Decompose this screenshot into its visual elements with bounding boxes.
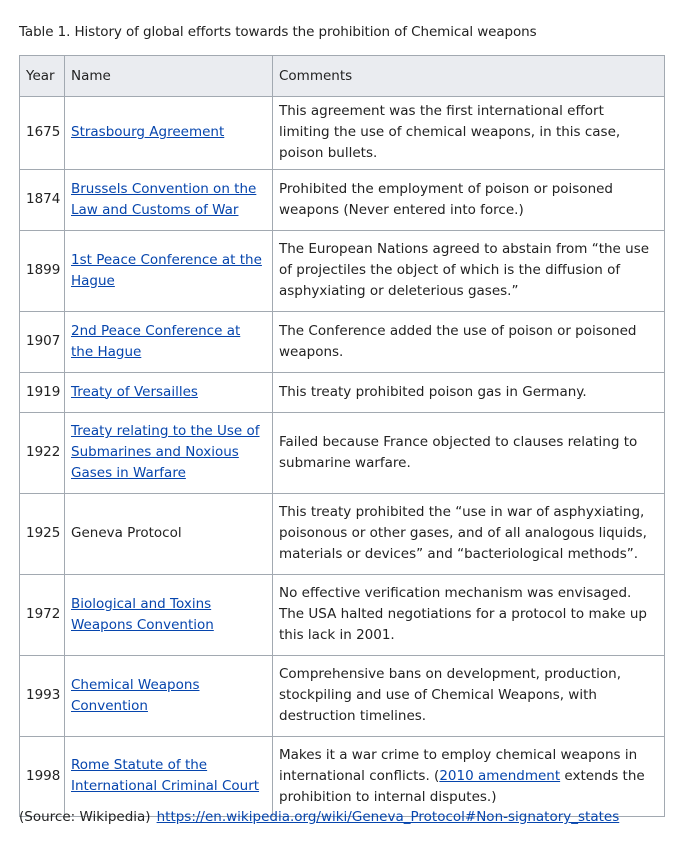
table-row <box>20 494 665 575</box>
cell-year: 1925 <box>20 494 65 575</box>
table-caption: Table 1. History of global efforts towards the prohibition of Chemical weapons <box>19 24 537 40</box>
table-row <box>20 231 665 312</box>
cell-year: 1899 <box>20 231 65 312</box>
rome-statute-link[interactable]: Rome Statute of the International Criminal Court <box>71 757 260 794</box>
cell-comment: Comprehensive bans on development, production, stockpiling and use of Chemical Weapons, with destruction timelines. <box>273 656 665 737</box>
chemical-weapons-history-table <box>19 55 665 817</box>
strasbourg-agreement-link[interactable]: Strasbourg Agreement <box>71 124 225 140</box>
submarines-gases-treaty-link[interactable]: Treaty relating to the Use of Submarines and Noxious Gases in Warfare <box>71 423 260 481</box>
cell-name: Geneva Protocol <box>65 494 273 575</box>
source-label: (Source: Wikipedia) <box>19 809 151 825</box>
first-peace-conference-link[interactable]: 1st Peace Conference at the Hague <box>71 251 262 289</box>
cell-name <box>65 170 273 231</box>
table-row <box>20 170 665 231</box>
cell-comment: This agreement was the first international effort limiting the use of chemical weapons, in this case, poison bullets. <box>273 97 665 170</box>
cell-year: 1919 <box>20 373 65 413</box>
cell-name <box>65 231 273 312</box>
table-row <box>20 312 665 373</box>
second-peace-conference-link[interactable]: 2nd Peace Conference at the Hague <box>71 322 241 360</box>
cell-comment: The European Nations agreed to abstain from “the use of projectiles the object of which is the diffusion of asphyxiating or deleterious gases.” <box>273 231 665 312</box>
table-row <box>20 413 665 494</box>
source-line <box>19 809 619 825</box>
cell-name <box>65 737 273 817</box>
biological-toxins-convention-link[interactable]: Biological and Toxins Weapons Convention <box>71 595 214 633</box>
header-comments: Comments <box>273 56 665 97</box>
table-row <box>20 656 665 737</box>
cell-comment: This treaty prohibited the “use in war of asphyxiating, poisonous or other gases, and of all analogous liquids, materials or devices” and “bacteriological methods”. <box>273 494 665 575</box>
comment-text-before: Makes it a war crime to employ chemical weapons in international conflicts. ( <box>279 746 638 784</box>
cell-year: 1972 <box>20 575 65 656</box>
source-url-link[interactable]: https://en.wikipedia.org/wiki/Geneva_Protocol#Non-signatory_states <box>156 809 620 825</box>
cell-comment <box>273 737 665 817</box>
cell-comment: This treaty prohibited poison gas in Germany. <box>273 373 665 413</box>
cell-comment: No effective verification mechanism was envisaged. The USA halted negotiations for a protocol to make up this lack in 2001. <box>273 575 665 656</box>
table-header-row <box>20 56 665 97</box>
cell-comment: Prohibited the employment of poison or poisoned weapons (Never entered into force.) <box>273 170 665 231</box>
cell-comment: The Conference added the use of poison or poisoned weapons. <box>273 312 665 373</box>
cell-year: 1998 <box>20 737 65 817</box>
cell-year: 1993 <box>20 656 65 737</box>
treaty-of-versailles-link[interactable]: Treaty of Versailles <box>71 383 198 400</box>
amendment-2010-link[interactable]: 2010 amendment <box>439 767 561 784</box>
header-name: Name <box>65 56 273 97</box>
cell-year: 1922 <box>20 413 65 494</box>
table-row <box>20 737 665 817</box>
cell-year: 1675 <box>20 97 65 170</box>
table-row <box>20 575 665 656</box>
brussels-convention-link[interactable]: Brussels Convention on the Law and Customs of War <box>71 180 257 218</box>
comment-text-after: extends the prohibition to internal disputes.) <box>279 767 645 805</box>
cell-name <box>65 413 273 494</box>
cell-comment: Failed because France objected to clauses relating to submarine warfare. <box>273 413 665 494</box>
cell-year: 1874 <box>20 170 65 231</box>
cell-name <box>65 373 273 413</box>
cell-name <box>65 575 273 656</box>
header-year: Year <box>20 56 65 97</box>
cell-name <box>65 656 273 737</box>
cell-name <box>65 312 273 373</box>
cell-name <box>65 97 273 170</box>
table-row <box>20 97 665 170</box>
table-row <box>20 373 665 413</box>
cell-year: 1907 <box>20 312 65 373</box>
chemical-weapons-convention-link[interactable]: Chemical Weapons Convention <box>71 676 200 714</box>
